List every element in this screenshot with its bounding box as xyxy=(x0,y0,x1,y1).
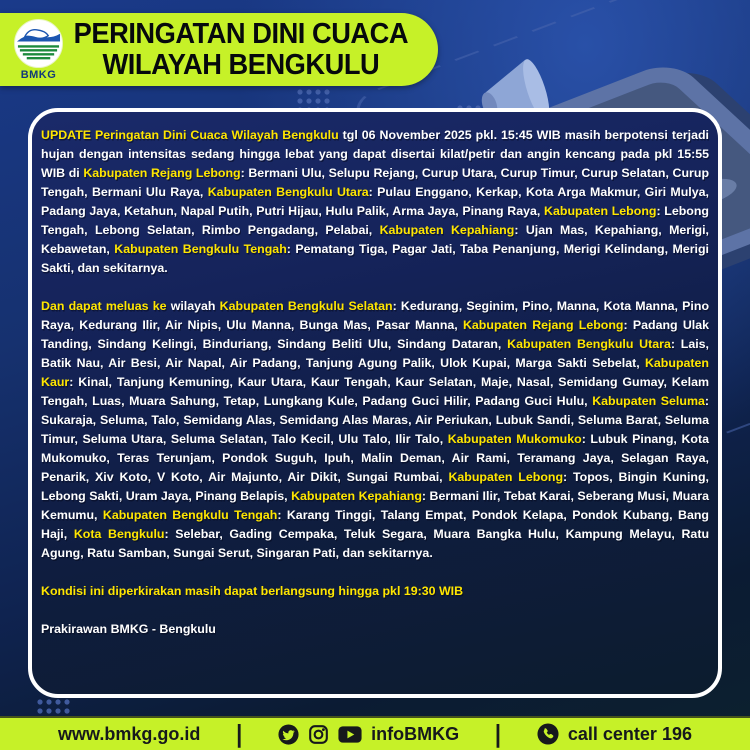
bulletin-panel xyxy=(28,108,722,698)
call-center-label: call center 196 xyxy=(567,723,692,744)
twitter-icon xyxy=(278,724,299,745)
phone-icon xyxy=(537,723,559,745)
footer-bar xyxy=(0,716,750,750)
bulletin-text xyxy=(41,126,709,639)
page-title xyxy=(63,19,445,81)
social-media-group xyxy=(278,724,459,745)
footer-separator: | xyxy=(494,719,502,748)
title-line-1: PERINGATAN DINI CUACA xyxy=(73,17,409,50)
bmkg-logo-icon xyxy=(14,19,63,68)
title-line-2: WILAYAH BENGKULU xyxy=(102,48,380,81)
validity-statement: Kondisi ini diperkirakan masih dapat berlangsung hingga pkl 19:30 WIB xyxy=(41,584,464,598)
instagram-icon xyxy=(308,724,329,745)
warning-paragraph-1: UPDATE Peringatan Dini Cuaca Wilayah Bengkulu tgl 06 November 2025 pkl. 15:45 WIB masih berpotensi terjadi hujan dengan intensitas sedang hingga lebat yang dapat disertai kilat/petir dan angin kencang pada pkl 15:55 WIB di Kabupaten Rejang Lebong: Bermani Ulu, Selupu Rejang, Curup Utara, Curup Timur, Curup Selatan, Curup Tengah, Bermani Ulu Raya, Kabupaten Bengkulu Utara: Pulau Enggano, Kerkap, Kota Arga Makmur, Giri Mulya, Padang Jaya, Ketahun, Napal Putih, Putri Hijau, Hulu Palik, Arma Jaya, Pinang Raya, Kabupaten Lebong: Lebong Tengah, Lebong Selatan, Rimbo Pengadang, Pelabai, Kabupaten Kepahiang: Ujan Mas, Kepahiang, Merigi, Kebawetan, Kabupaten Bengkulu Tengah: Pematang Tiga, Pagar Jati, Taba Penanjung, Merigi Kelindang, Merigi Sakti, dan sekitarnya. xyxy=(41,128,710,275)
website-url: www.bmkg.go.id xyxy=(58,723,201,744)
bmkg-logo-text: BMKG xyxy=(20,68,57,81)
warning-paragraph-2: Dan dapat meluas ke wilayah Kabupaten Bengkulu Selatan: Kedurang, Seginim, Pino, Manna, Kota Manna, Pino Raya, Kedurang Ilir, Air Nipis, Ulu Manna, Bunga Mas, Pasar Manna, Kabupaten Rejang Lebong: Padang Ulak Tanding, Sindang Kelingi, Binduriang, Sindang Beliti Ulu, Sindang Dataran, Kabupaten Bengkulu Utara: Lais, Batik Nau, Air Besi, Air Napal, Air Padang, Tanjung Agung Palik, Ulok Kupai, Marga Sakti Sebelat, Kabupaten Kaur: Kinal, Tanjung Kemuning, Kaur Utara, Kaur Tengah, Kaur Selatan, Maje, Nasal, Semidang Gumay, Kelam Tengah, Luas, Muara Sahung, Tetap, Lungkang Kule, Padang Guci Hilir, Padang Guci Hulu, Kabupaten Seluma: Sukaraja, Seluma, Talo, Semidang Alas, Semidang Alas Maras, Air Periukan, Lubuk Sandi, Seluma Barat, Seluma Timur, Seluma Utara, Seluma Selatan, Talo Kecil, Ulu Talo, Ilir Talo, Kabupaten Mukomuko: Lubuk Pinang, Kota Mukomuko, Teras Terunjam, Pondok Suguh, Ipuh, Malin Deman, Air Rami, Teramang Jaya, Selagan Raya, Penarik, Xiv Koto, V Koto, Air Majunto, Air Dikit, Sungai Rumbai, Kabupaten Lebong: Topos, Bingin Kuning, Lebong Sakti, Uram Jaya, Pinang Belapis, Kabupaten Kepahiang: Bermani Ilir, Tebat Karai, Seberang Musi, Muara Kemumu, Kabupaten Bengkulu Tengah: Karang Tinggi, Talang Empat, Pondok Kelapa, Pondok Kubang, Bang Haji, Kota Bengkulu: Selebar, Gading Cempaka, Teluk Segara, Muara Bangka Hulu, Kampung Melayu, Ratu Agung, Ratu Samban, Sungai Serut, Singaran Pati, dan sekitarnya. xyxy=(41,299,710,560)
social-handle: infoBMKG xyxy=(371,723,460,744)
call-center-group xyxy=(537,723,692,745)
header-banner xyxy=(0,13,438,86)
bmkg-logo xyxy=(14,19,63,81)
footer-separator: | xyxy=(236,719,243,748)
youtube-icon xyxy=(338,725,362,744)
forecaster-signature: Prakirawan BMKG - Bengkulu xyxy=(41,622,216,636)
